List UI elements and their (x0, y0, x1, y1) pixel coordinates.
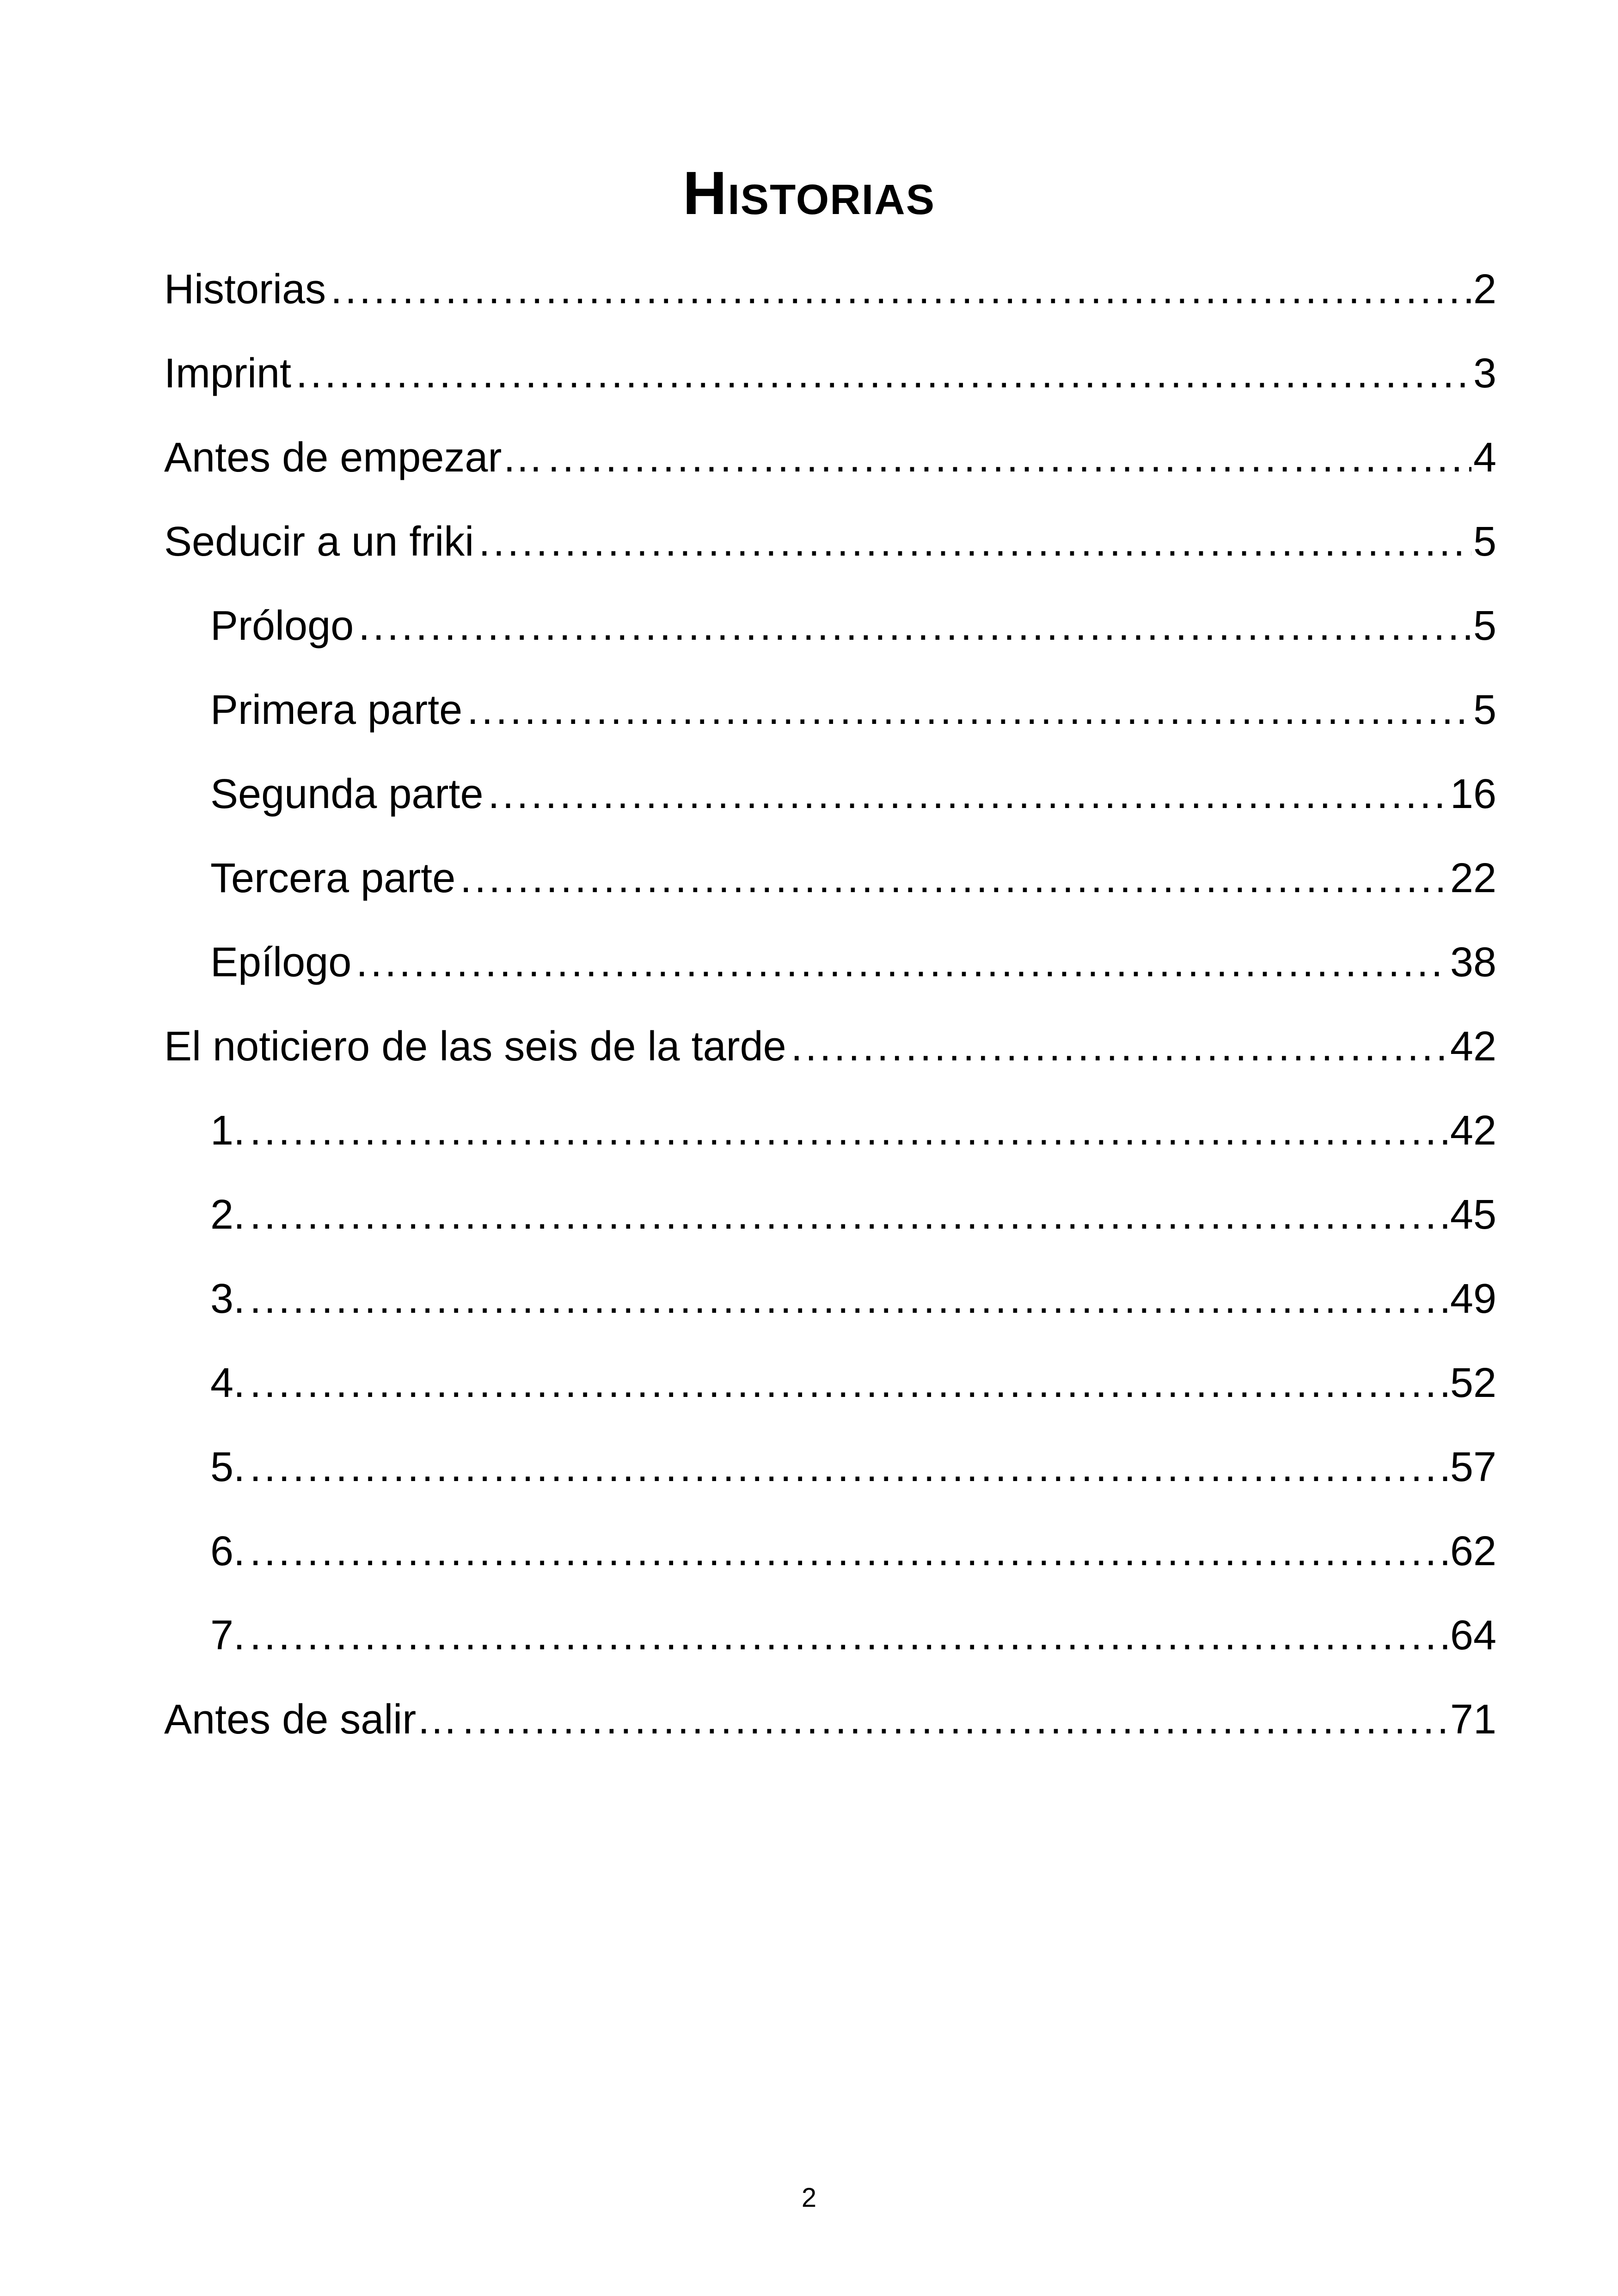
toc-entry-page: 5 (1473, 519, 1496, 565)
dot-leader (331, 247, 1471, 331)
toc-entry-page: 42 (1450, 1108, 1496, 1154)
toc-entry-label: 7. (210, 1612, 245, 1659)
dot-leader (548, 416, 1471, 500)
toc-entry-page: 49 (1450, 1276, 1496, 1322)
dot-leader (460, 836, 1448, 920)
toc-entry[interactable] (164, 500, 1496, 584)
dot-leader (250, 1593, 1448, 1678)
toc-entry[interactable] (164, 416, 1496, 500)
toc-subentry[interactable] (164, 668, 1496, 752)
toc-entry-label: Antes de empezar… (164, 435, 544, 481)
toc-entry-label: 4. (210, 1360, 245, 1406)
toc-entry-page: 3 (1473, 350, 1496, 397)
toc-subentry[interactable] (164, 1257, 1496, 1341)
page-number: 2 (801, 2183, 817, 2213)
dot-leader (296, 331, 1471, 416)
toc-subentry[interactable] (164, 584, 1496, 668)
toc-subentry[interactable] (164, 920, 1496, 1004)
toc-entry-label: Tercera parte (210, 855, 456, 901)
toc-entry[interactable] (164, 1678, 1496, 1762)
toc-entry-label: Segunda parte (210, 771, 484, 817)
toc-subentry[interactable] (164, 1173, 1496, 1257)
page-title: Historias (682, 159, 936, 227)
toc-entry-label: Antes de salir… (164, 1696, 458, 1743)
toc-entry-label: El noticiero de las seis de la tarde (164, 1023, 786, 1070)
toc-entry-label: Historias (164, 266, 326, 312)
toc-subentry[interactable] (164, 1089, 1496, 1173)
dot-leader (488, 752, 1448, 836)
toc-entry-page: 16 (1450, 771, 1496, 817)
toc-entry-page: 57 (1450, 1444, 1496, 1490)
toc-subentry[interactable] (164, 752, 1496, 836)
toc-entry-label: 6. (210, 1528, 245, 1574)
dot-leader (250, 1173, 1448, 1257)
toc-entry[interactable] (164, 247, 1496, 331)
toc-entry-label: 5. (210, 1444, 245, 1490)
toc-entry-page: 2 (1473, 266, 1496, 312)
dot-leader (467, 668, 1471, 752)
table-of-contents (164, 247, 1496, 1762)
toc-subentry[interactable] (164, 1509, 1496, 1593)
toc-entry-page: 22 (1450, 855, 1496, 901)
toc-entry-page: 5 (1473, 603, 1496, 649)
dot-leader (462, 1678, 1448, 1762)
dot-leader (358, 584, 1471, 668)
toc-entry-label: Prólogo (210, 603, 354, 649)
toc-entry-page: 71 (1450, 1696, 1496, 1743)
toc-subentry[interactable] (164, 1593, 1496, 1678)
toc-subentry[interactable] (164, 1425, 1496, 1509)
toc-entry-label: Seducir a un friki (164, 519, 474, 565)
toc-entry-label: 3. (210, 1276, 245, 1322)
toc-entry[interactable] (164, 1004, 1496, 1089)
toc-entry[interactable] (164, 331, 1496, 416)
toc-entry-page: 38 (1450, 939, 1496, 986)
toc-entry-page: 5 (1473, 687, 1496, 733)
dot-leader (478, 500, 1471, 584)
toc-entry-page: 52 (1450, 1360, 1496, 1406)
dot-leader (250, 1425, 1448, 1509)
toc-entry-page: 45 (1450, 1192, 1496, 1238)
toc-entry-page: 42 (1450, 1023, 1496, 1070)
dot-leader (250, 1341, 1448, 1425)
toc-entry-page: 4 (1473, 435, 1496, 481)
dot-leader (250, 1257, 1448, 1341)
dot-leader (791, 1004, 1448, 1089)
toc-entry-page: 64 (1450, 1612, 1496, 1659)
dot-leader (250, 1509, 1448, 1593)
toc-subentry[interactable] (164, 1341, 1496, 1425)
toc-entry-page: 62 (1450, 1528, 1496, 1574)
toc-subentry[interactable] (164, 836, 1496, 920)
dot-leader (356, 920, 1448, 1004)
toc-entry-label: Imprint (164, 350, 292, 397)
dot-leader (250, 1089, 1448, 1173)
toc-entry-label: Primera parte (210, 687, 463, 733)
toc-entry-label: 1. (210, 1108, 245, 1154)
toc-entry-label: Epílogo (210, 939, 352, 986)
toc-entry-label: 2. (210, 1192, 245, 1238)
